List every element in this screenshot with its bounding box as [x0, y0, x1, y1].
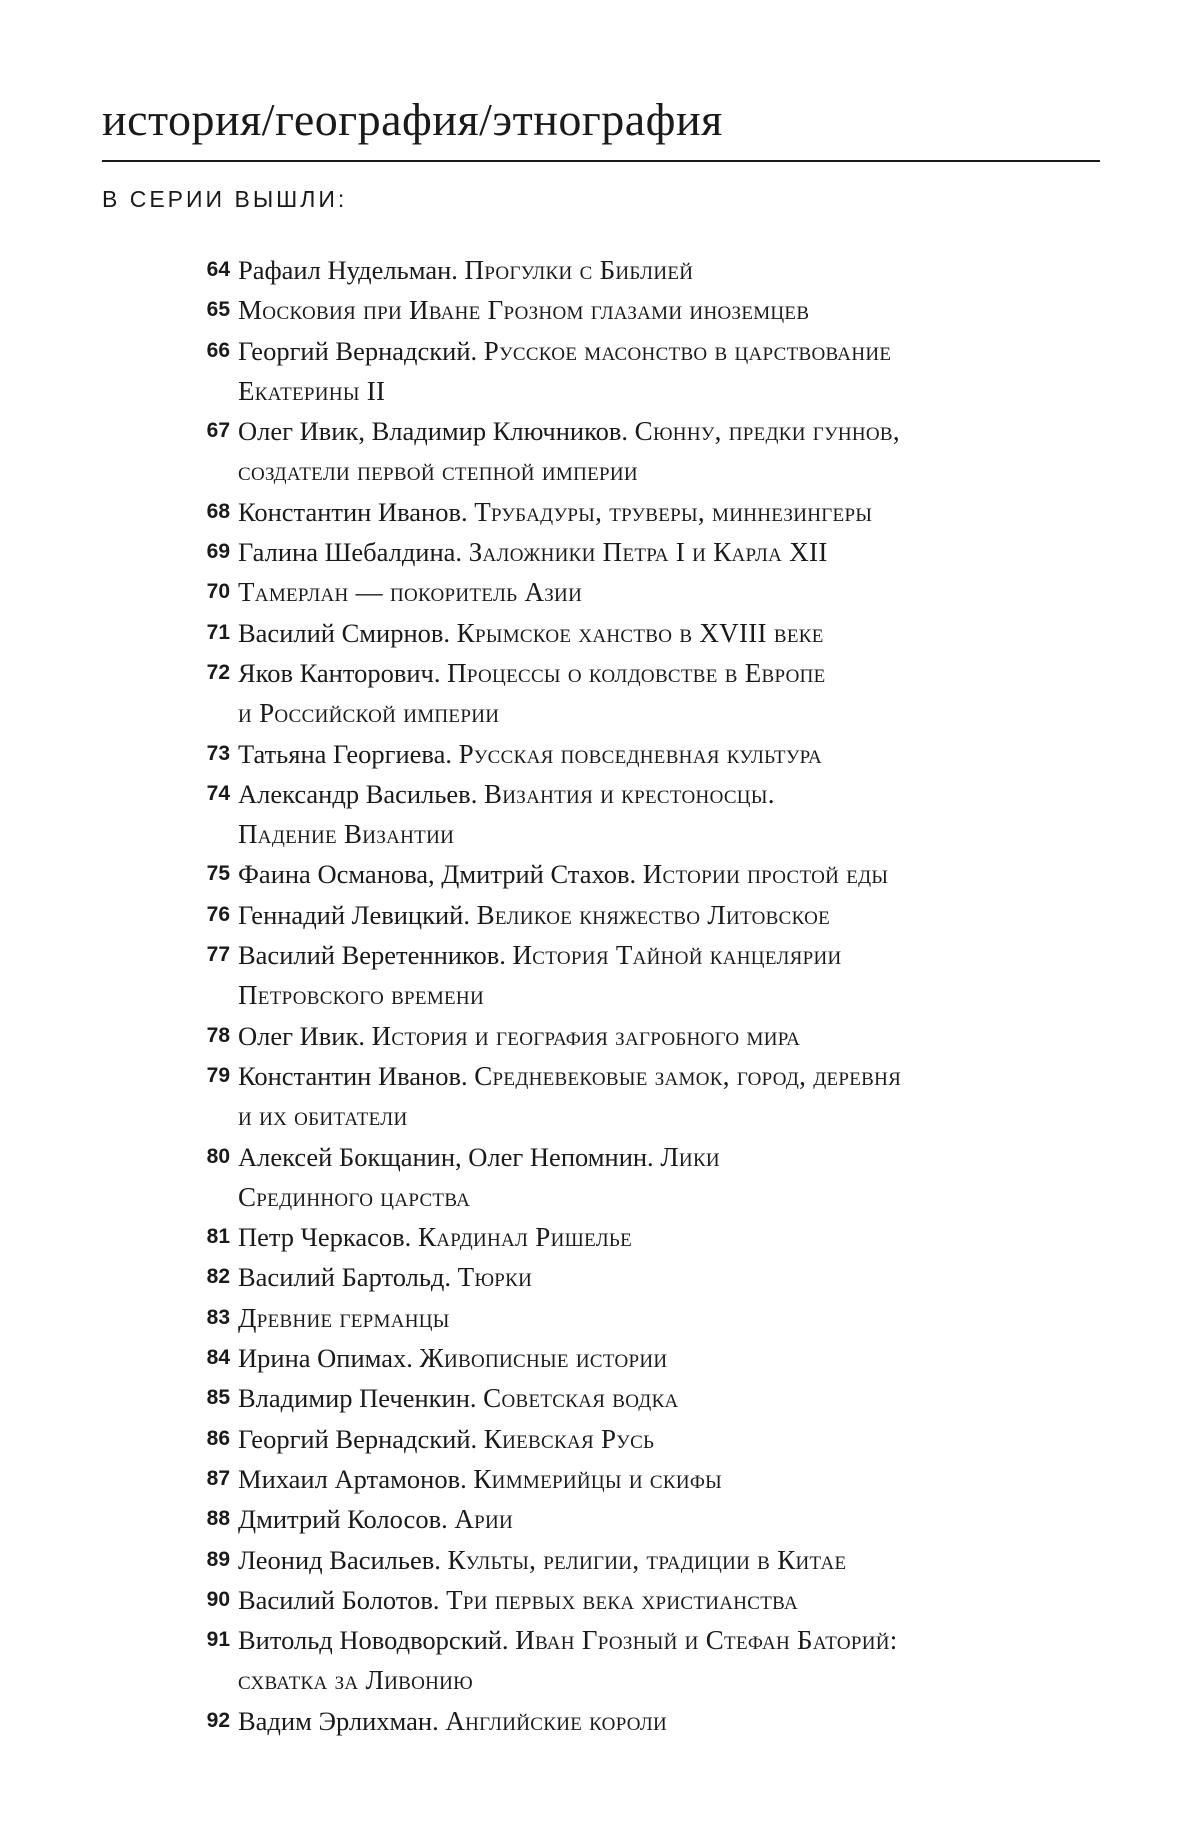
book-entry-line	[238, 1298, 1070, 1338]
book-entry-line	[238, 854, 1070, 894]
book-number: 69	[206, 540, 230, 564]
book-author: Петр Черкасов.	[238, 1222, 418, 1253]
book-author: Олег Ивик, Владимир Ключников.	[238, 416, 635, 447]
book-number: 64	[206, 258, 230, 281]
book-title: Средневековые замок, город, деревня	[474, 1060, 902, 1091]
list-item	[170, 1459, 1070, 1499]
book-entry-line	[238, 250, 1070, 290]
book-title: История и география загробного мира	[371, 1020, 801, 1051]
book-title: Великое княжество Литовское	[476, 899, 831, 930]
book-number: 85	[206, 1386, 230, 1410]
list-item	[170, 1620, 1070, 1701]
book-author: Ирина Опимах.	[238, 1343, 420, 1374]
book-entry-line	[238, 411, 1070, 451]
book-number: 67	[206, 419, 230, 443]
book-author: Георгий Вернадский.	[238, 335, 484, 366]
book-entry-line	[238, 492, 1070, 532]
list-item	[170, 1580, 1070, 1620]
book-entry-line	[238, 1217, 1070, 1257]
book-number: 66	[206, 338, 230, 362]
book-author: Витольд Новодворский.	[238, 1625, 516, 1656]
book-author: Василий Веретенников.	[238, 940, 513, 971]
book-title: Кардинал Ришелье	[417, 1222, 633, 1253]
list-item	[170, 854, 1070, 894]
book-author: Леонид Васильев.	[238, 1544, 448, 1575]
list-item	[170, 895, 1070, 935]
book-entry-line	[238, 1016, 1070, 1056]
book-number: 79	[206, 1063, 230, 1087]
list-item	[170, 532, 1070, 572]
book-number: 71	[206, 620, 230, 644]
book-title: Истории простой еды	[642, 859, 889, 890]
list-item	[170, 935, 1070, 1016]
list-item	[170, 1378, 1070, 1418]
list-item	[170, 613, 1070, 653]
book-entry-line	[238, 1459, 1070, 1499]
list-item	[170, 1056, 1070, 1137]
book-number: 87	[206, 1466, 230, 1490]
book-title: Живописные истории	[419, 1343, 668, 1374]
book-title: Английские короли	[445, 1705, 668, 1736]
book-entry-line	[238, 1499, 1070, 1539]
book-title-continuation: Екатерины II	[238, 375, 386, 406]
book-title-continuation: и Российской империи	[238, 698, 500, 729]
book-title: Сюнну, предки гуннов,	[634, 416, 900, 447]
book-entry-line	[238, 1620, 1070, 1660]
book-entry-line	[238, 532, 1070, 572]
book-author: Василий Бартольд.	[238, 1262, 458, 1293]
book-number: 73	[206, 741, 230, 765]
book-author: Геннадий Левицкий.	[238, 899, 477, 930]
book-number: 92	[206, 1708, 230, 1732]
book-author: Константин Иванов.	[238, 496, 475, 527]
book-entry-line	[238, 613, 1070, 653]
book-number: 74	[206, 781, 230, 805]
list-item	[170, 1701, 1070, 1741]
book-title-continuation: создатели первой степной империи	[238, 456, 638, 487]
book-title: Прогулки с Библией	[464, 255, 694, 285]
list-item	[170, 1338, 1070, 1378]
book-author: Татьяна Георгиева.	[238, 738, 459, 769]
list-item	[170, 572, 1070, 612]
book-title: Московия при Иване Грозном глазами иноземцев	[238, 295, 810, 326]
book-author: Алексей Бокщанин, Олег Непомнин.	[238, 1141, 661, 1172]
book-number: 68	[206, 499, 230, 523]
book-title-continuation: схватка за Ливонию	[238, 1665, 473, 1696]
book-entry-line	[238, 290, 1070, 330]
book-entry-line	[238, 1378, 1070, 1418]
list-item	[170, 1540, 1070, 1580]
list-item	[170, 653, 1070, 734]
book-number: 83	[206, 1305, 230, 1329]
book-title: Русское масонство в царствование	[483, 335, 892, 366]
book-entry-line	[238, 935, 1070, 975]
book-entry-line	[238, 1338, 1070, 1378]
book-title: Киевская Русь	[483, 1423, 655, 1454]
list-item	[170, 250, 1070, 290]
book-author: Фаина Османова, Дмитрий Стахов.	[238, 859, 643, 890]
book-entry-line	[238, 331, 1070, 371]
book-number: 86	[206, 1426, 230, 1450]
book-title: Три первых века христианства	[446, 1584, 798, 1615]
book-number: 81	[206, 1225, 230, 1249]
book-entry-line	[238, 572, 1070, 612]
book-entry-line	[238, 1056, 1070, 1096]
book-entry-line	[238, 1701, 1070, 1741]
header-divider	[102, 160, 1100, 162]
list-item	[170, 1257, 1070, 1297]
list-item	[170, 1499, 1070, 1539]
book-author: Георгий Вернадский.	[238, 1423, 484, 1454]
book-number: 90	[206, 1587, 230, 1611]
book-title: Заложники Петра I и Карла XII	[468, 537, 828, 568]
list-item	[170, 492, 1070, 532]
book-number: 70	[206, 580, 230, 604]
book-number: 80	[206, 1144, 230, 1168]
book-title-continuation: и их обитатели	[238, 1101, 408, 1132]
book-entry-line	[238, 653, 1070, 693]
book-title: Советская водка	[483, 1383, 679, 1414]
book-author: Константин Иванов.	[238, 1060, 475, 1091]
book-entry-line	[238, 734, 1070, 774]
book-title-continuation: Петровского времени	[238, 980, 484, 1011]
series-label: В СЕРИИ ВЫШЛИ:	[102, 186, 348, 212]
book-title: Арии	[454, 1504, 514, 1535]
book-author: Олег Ивик.	[238, 1020, 372, 1051]
list-item	[170, 290, 1070, 330]
list-item	[170, 1298, 1070, 1338]
book-author: Дмитрий Колосов.	[238, 1504, 455, 1535]
book-title-continuation: Падение Византии	[238, 819, 455, 850]
book-number: 82	[206, 1265, 230, 1289]
book-author: Михаил Артамонов.	[238, 1463, 474, 1494]
book-title: История Тайной канцелярии	[512, 940, 842, 971]
book-author: Василий Смирнов.	[238, 617, 457, 648]
book-author: Василий Болотов.	[238, 1584, 447, 1615]
list-item	[170, 1419, 1070, 1459]
list-item	[170, 331, 1070, 412]
book-title: Тюрки	[457, 1262, 533, 1293]
book-number: 72	[206, 660, 230, 684]
book-entry-line	[238, 1137, 1070, 1177]
book-number: 76	[206, 902, 230, 926]
book-title: Процессы о колдовстве в Европе	[447, 657, 826, 688]
book-entry-line	[238, 895, 1070, 935]
book-number: 65	[206, 298, 230, 322]
book-number: 89	[206, 1547, 230, 1571]
book-author: Владимир Печенкин.	[238, 1383, 484, 1414]
book-number: 77	[206, 943, 230, 967]
book-number: 88	[206, 1507, 230, 1531]
list-item	[170, 774, 1070, 855]
book-title: Тамерлан — покоритель Азии	[238, 577, 583, 608]
book-title: Древние германцы	[238, 1302, 450, 1333]
book-number: 78	[206, 1023, 230, 1047]
book-entry-line	[238, 1257, 1070, 1297]
book-title: Трубадуры, труверы, миннезингеры	[474, 496, 873, 527]
book-title: Крымское ханство в XVIII веке	[456, 617, 824, 648]
book-title: Киммерийцы и скифы	[473, 1463, 723, 1494]
book-number: 75	[206, 862, 230, 886]
list-item	[170, 411, 1070, 492]
book-number: 91	[206, 1628, 230, 1652]
book-title: Культы, религии, традиции в Китае	[447, 1544, 847, 1575]
book-entry-line	[238, 1419, 1070, 1459]
page-title: история/география/этнография	[102, 94, 723, 145]
book-author: Рафаил Нудельман.	[238, 255, 465, 285]
book-title: Русская повседневная культура	[458, 738, 823, 769]
list-item	[170, 1217, 1070, 1257]
book-title: Лики	[660, 1141, 720, 1172]
book-entry-line	[238, 1580, 1070, 1620]
book-number: 84	[206, 1346, 230, 1370]
book-title: Иван Грозный и Стефан Баторий:	[515, 1625, 898, 1656]
book-author: Александр Васильев.	[238, 778, 484, 809]
book-list	[170, 250, 1070, 1741]
list-item	[170, 734, 1070, 774]
book-entry-line	[238, 774, 1070, 814]
book-title-continuation: Срединного царства	[238, 1181, 471, 1212]
book-author: Вадим Эрлихман.	[238, 1705, 446, 1736]
book-author: Галина Шебалдина.	[238, 537, 469, 568]
book-entry-line	[238, 1540, 1070, 1580]
list-item	[170, 1016, 1070, 1056]
book-author: Яков Канторович.	[238, 657, 448, 688]
list-item	[170, 1137, 1070, 1218]
book-title: Византия и крестоносцы.	[483, 778, 775, 809]
